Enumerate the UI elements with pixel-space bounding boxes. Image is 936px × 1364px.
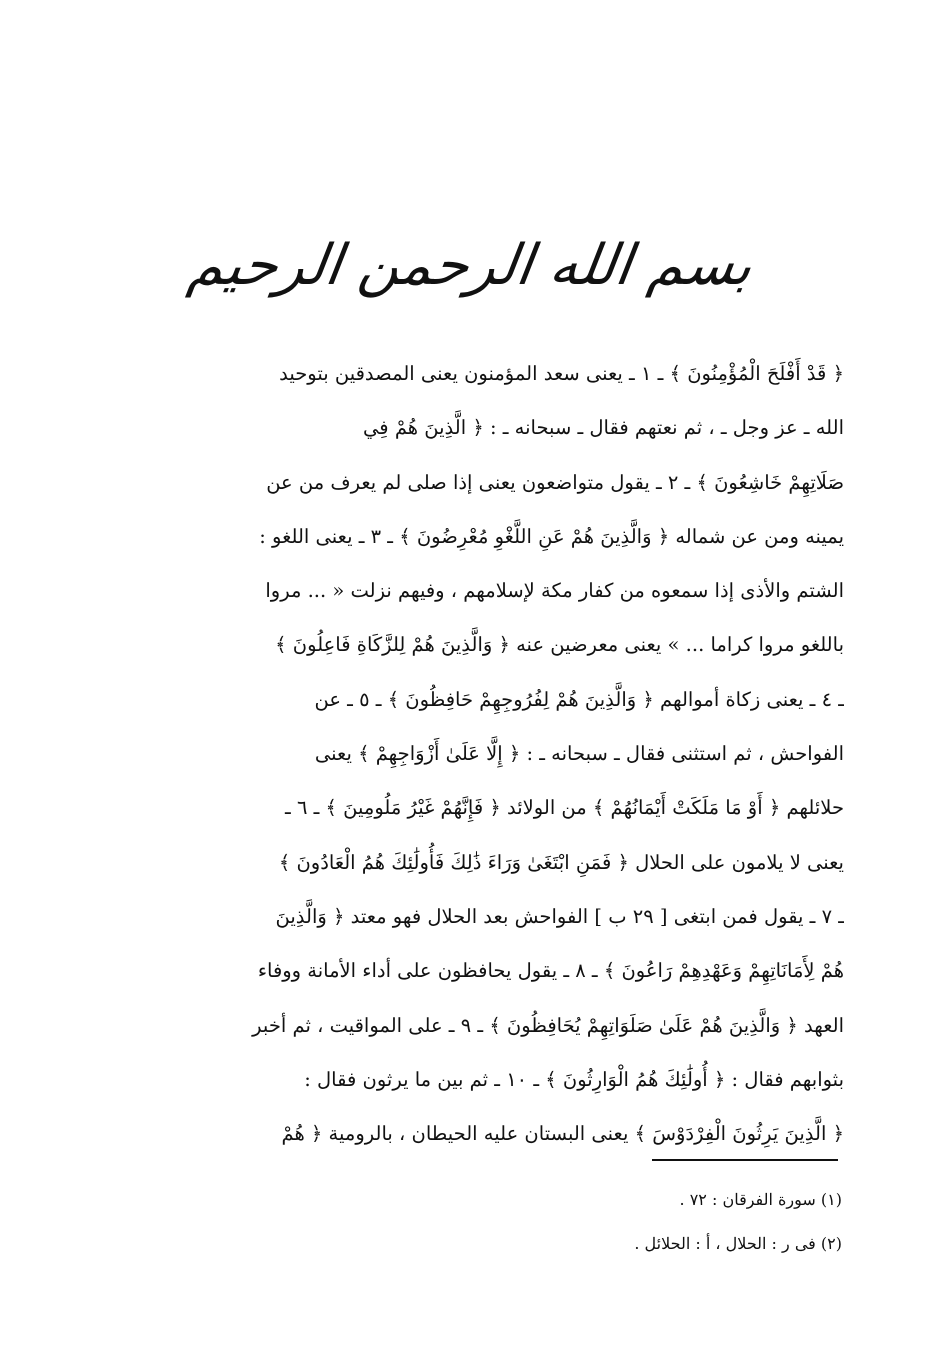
- text-line: يمينه ومن عن شماله ﴿ وَالَّذِينَ هُمْ عَنِ اللَّغْوِ مُعْرِضُونَ ﴾ ـ ٣ ـ يعنى اللغو :: [259, 524, 844, 548]
- footnote-divider: [652, 1159, 838, 1161]
- footnote-2: (٢) فى ر : الحلال ، أ : الحلائل .: [634, 1234, 842, 1253]
- text-line: العهد ﴿ وَالَّذِينَ هُمْ عَلَىٰ صَلَوَاتِهِمْ يُحَافِظُونَ ﴾ ـ ٩ ـ على المواقيت ، ثم أخبر: [252, 1013, 844, 1037]
- text-line: باللغو مروا كراما ... » يعنى معرضين عنه ﴿ وَالَّذِينَ هُمْ لِلزَّكَاةِ فَاعِلُونَ ﴾: [275, 633, 844, 657]
- text-line: الشتم والأذى إذا سمعوه من كفار مكة لإسلامهم ، وفيهم نزلت « ... مروا: [265, 579, 844, 603]
- footnotes: [430, 1178, 842, 1266]
- text-line: حلائلهم ﴿ أَوْ مَا مَلَكَتْ أَيْمَانُهُمْ ﴾ من الولائد ﴿ فَإِنَّهُمْ غَيْرُ مَلُومِينَ ﴾ ـ ٦ ـ: [285, 796, 844, 820]
- text-line: يعنى لا يلامون على الحلال ﴿ فَمَنِ ابْتَغَىٰ وَرَاءَ ذَٰلِكَ فَأُولَٰئِكَ هُمُ الْعَادُونَ ﴾: [278, 850, 844, 874]
- text-line: صَلَاتِهِمْ خَاشِعُونَ ﴾ ـ ٢ ـ يقول متواضعون يعنى إذا صلى لم يعرف من عن: [266, 470, 844, 494]
- basmala-heading: [184, 200, 756, 330]
- text-line: ـ ٤ ـ يعنى زكاة أموالهم ﴿ وَالَّذِينَ هُمْ لِفُرُوجِهِمْ حَافِظُونَ ﴾ ـ ٥ ـ عن: [314, 687, 844, 711]
- basmala-text: بسم الله الرحمن الرحيم: [184, 232, 756, 298]
- text-line: الله ـ عز وجل ـ ، ثم نعتهم فقال ـ سبحانه ـ : ﴿ الَّذِينَ هُمْ فِي: [363, 416, 844, 440]
- text-line: ﴿ قَدْ أَفْلَحَ الْمُؤْمِنُونَ ﴾ ـ ١ ـ يعنى سعد المؤمنون يعنى المصدقين بتوحيد: [279, 362, 844, 385]
- text-line: الفواحش ، ثم استثنى فقال ـ سبحانه ـ : ﴿ إِلَّا عَلَىٰ أَزْوَاجِهِمْ ﴾ يعنى: [314, 742, 844, 766]
- footnote-1: (١) سورة الفرقان : ٧٢ .: [679, 1190, 842, 1209]
- text-line: هُمْ لِأَمَانَاتِهِمْ وَعَهْدِهِمْ رَاعُونَ ﴾ ـ ٨ ـ يقول يحافظون على أداء الأمانة ووفاء: [257, 959, 844, 983]
- text-line: ـ ٧ ـ يقول فمن ابتغى [ ٢٩ ب ] الفواحش بعد الحلال فهو معتد ﴿ وَالَّذِينَ: [275, 904, 844, 928]
- text-line: بثوابهم فقال : ﴿ أُولَٰئِكَ هُمُ الْوَارِثُونَ ﴾ ـ ١٠ ـ ثم بين ما يرثون فقال :: [304, 1067, 844, 1091]
- text-line: ﴿ الَّذِينَ يَرِثُونَ الْفِرْدَوْسَ ﴾ يعنى البستان عليه الحيطان ، بالرومية ﴿ هُمْ: [281, 1122, 844, 1146]
- body-text: [130, 347, 844, 1161]
